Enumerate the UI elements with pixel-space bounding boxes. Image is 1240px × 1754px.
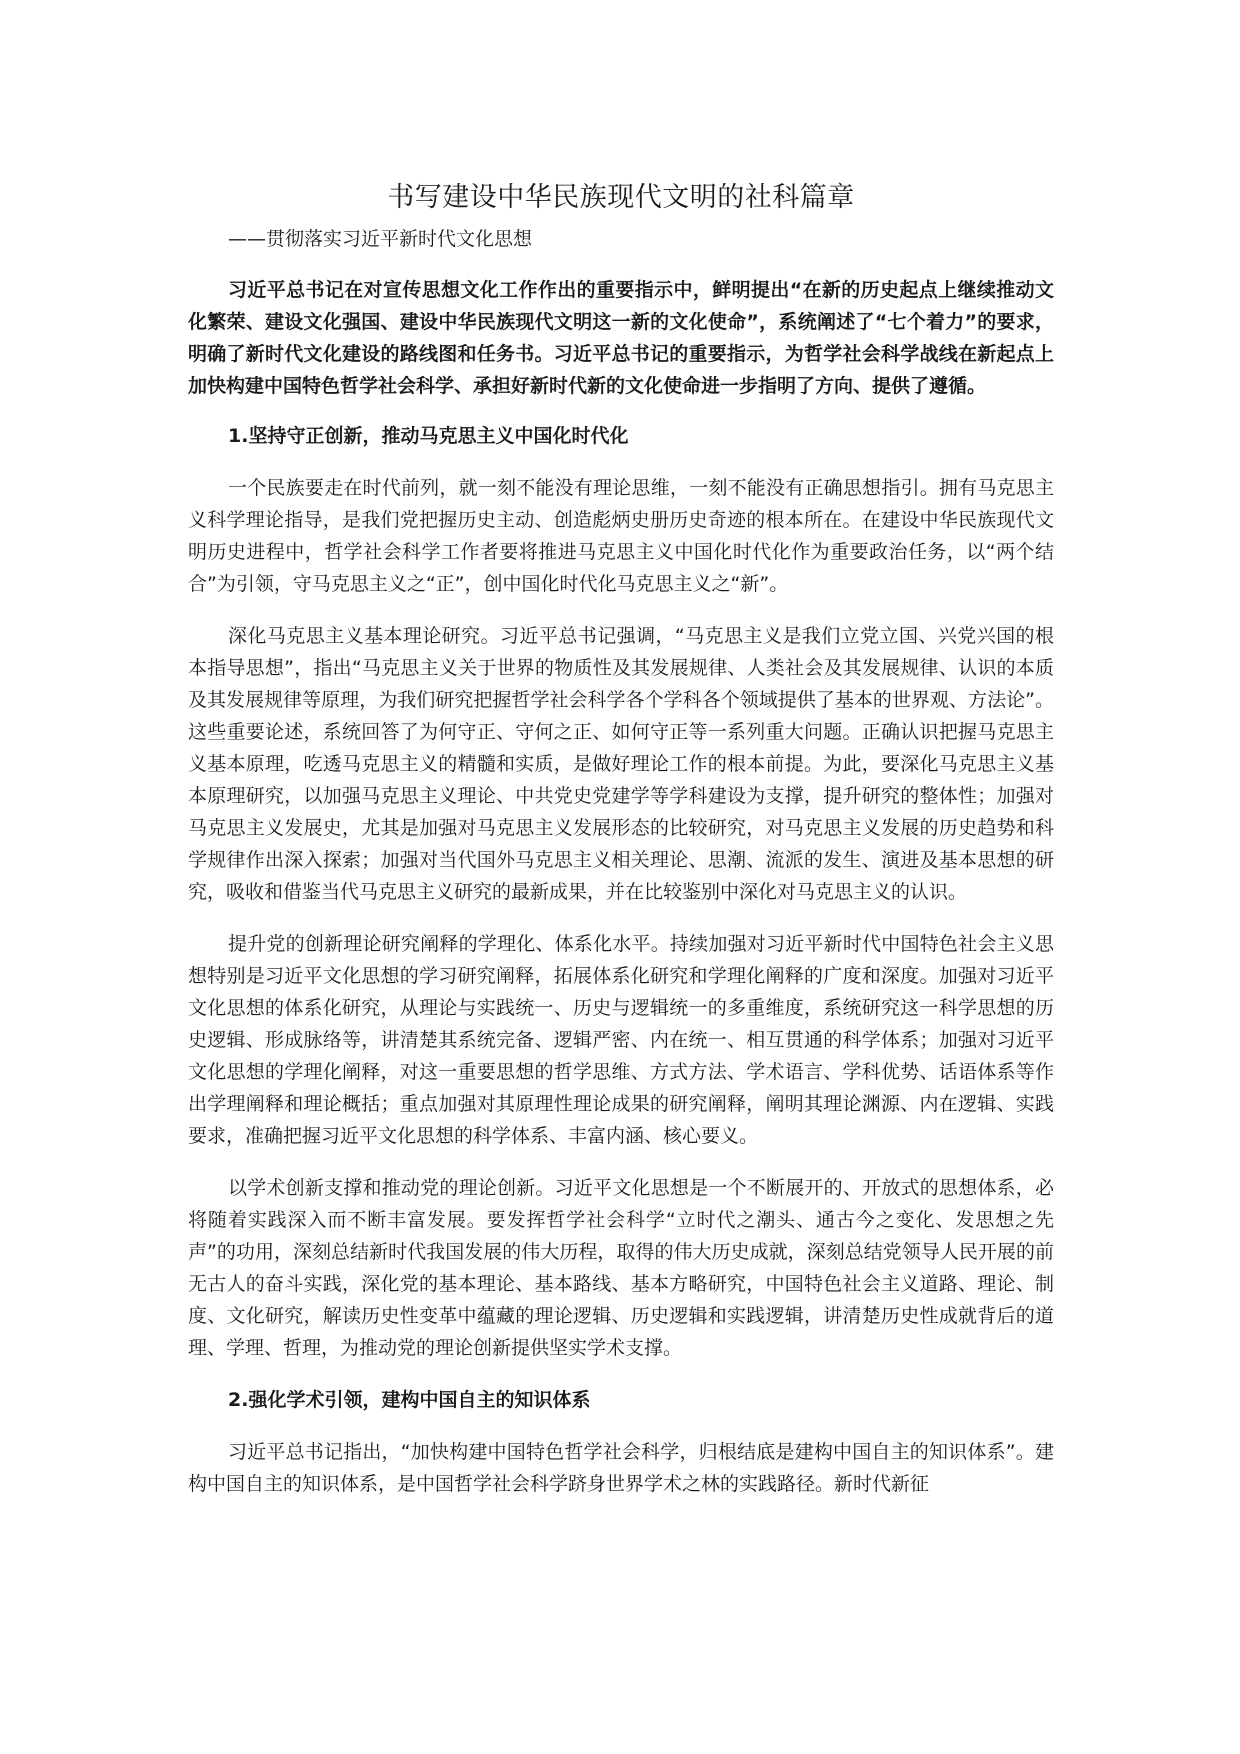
document-page — [188, 178, 1054, 1520]
section-2-heading: 2.强化学术引领，建构中国自主的知识体系 — [228, 1389, 591, 1411]
section-1-paragraph-4: 以学术创新支撑和推动党的理论创新。习近平文化思想是一个不断展开的、开放式的思想体系，必将随着实践深入而不断丰富发展。要发挥哲学社会科学“立时代之潮头、通古今之变化、发思想之先声”的功用，深刻总结新时代我国发展的伟大历程，取得的伟大历史成就，深刻总结党领导人民开展的前无古人的奋斗实践，深化党的基本理论、基本路线、基本方略研究，中国特色社会主义道路、理论、制度、文化研究，解读历史性变革中蕴藏的理论逻辑、历史逻辑和实践逻辑，讲清楚历史性成就背后的道理、学理、哲理，为推动党的理论创新提供坚实学术支撑。 — [188, 1177, 1054, 1359]
section-1-paragraph-1: 一个民族要走在时代前列，就一刻不能没有理论思维，一刻不能没有正确思想指引。拥有马克思主义科学理论指导，是我们党把握历史主动、创造彪炳史册历史奇迹的根本所在。在建设中华民族现代文明历史进程中，哲学社会科学工作者要将推进马克思主义中国化时代化作为重要政治任务，以“两个结合”为引领，守马克思主义之“正”，创中国化时代化马克思主义之“新”。 — [188, 477, 1054, 595]
section-2-paragraph-1: 习近平总书记指出，“加快构建中国特色哲学社会科学，归根结底是建构中国自主的知识体系”。建构中国自主的知识体系，是中国哲学社会科学跻身世界学术之林的实践路径。新时代新征 — [188, 1441, 1054, 1495]
section-1-paragraph-2: 深化马克思主义基本理论研究。习近平总书记强调，“马克思主义是我们立党立国、兴党兴国的根本指导思想”，指出“马克思主义关于世界的物质性及其发展规律、人类社会及其发展规律、认识的本质及其发展规律等原理，为我们研究把握哲学社会科学各个学科各个领域提供了基本的世界观、方法论”。这些重要论述，系统回答了为何守正、守何之正、如何守正等一系列重大问题。正确认识把握马克思主义基本原理，吃透马克思主义的精髓和实质，是做好理论工作的根本前提。为此，要深化马克思主义基本原理研究，以加强马克思主义理论、中共党史党建学等学科建设为支撑，提升研究的整体性；加强对马克思主义发展史，尤其是加强对马克思主义发展形态的比较研究，对马克思主义发展的历史趋势和科学规律作出深入探索；加强对当代国外马克思主义相关理论、思潮、流派的发生、演进及基本思想的研究，吸收和借鉴当代马克思主义研究的最新成果，并在比较鉴别中深化对马克思主义的认识。 — [188, 625, 1054, 903]
lead-paragraph: 习近平总书记在对宣传思想文化工作作出的重要指示中，鲜明提出“在新的历史起点上继续推动文化繁荣、建设文化强国、建设中华民族现代文明这一新的文化使命”，系统阐述了“七个着力”的要求，明确了新时代文化建设的路线图和任务书。习近平总书记的重要指示，为哲学社会科学战线在新起点上加快构建中国特色哲学社会科学、承担好新时代新的文化使命进一步指明了方向、提供了遵循。 — [188, 279, 1054, 397]
section-1-paragraph-3: 提升党的创新理论研究阐释的学理化、体系化水平。持续加强对习近平新时代中国特色社会主义思想特别是习近平文化思想的学习研究阐释，拓展体系化研究和学理化阐释的广度和深度。加强对习近平文化思想的体系化研究，从理论与实践统一、历史与逻辑统一的多重维度，系统研究这一科学思想的历史逻辑、形成脉络等，讲清楚其系统完备、逻辑严密、内在统一、相互贯通的科学体系；加强对习近平文化思想的学理化阐释，对这一重要思想的哲学思维、方式方法、学术语言、学科优势、话语体系等作出学理阐释和理论概括；重点加强对其原理性理论成果的研究阐释，阐明其理论渊源、内在逻辑、实践要求，准确把握习近平文化思想的科学体系、丰富内涵、核心要义。 — [188, 933, 1054, 1147]
document-subtitle: ——贯彻落实习近平新时代文化思想 — [228, 228, 533, 250]
document-title: 书写建设中华民族现代文明的社科篇章 — [387, 182, 855, 213]
section-1-heading: 1.坚持守正创新，推动马克思主义中国化时代化 — [228, 425, 629, 447]
